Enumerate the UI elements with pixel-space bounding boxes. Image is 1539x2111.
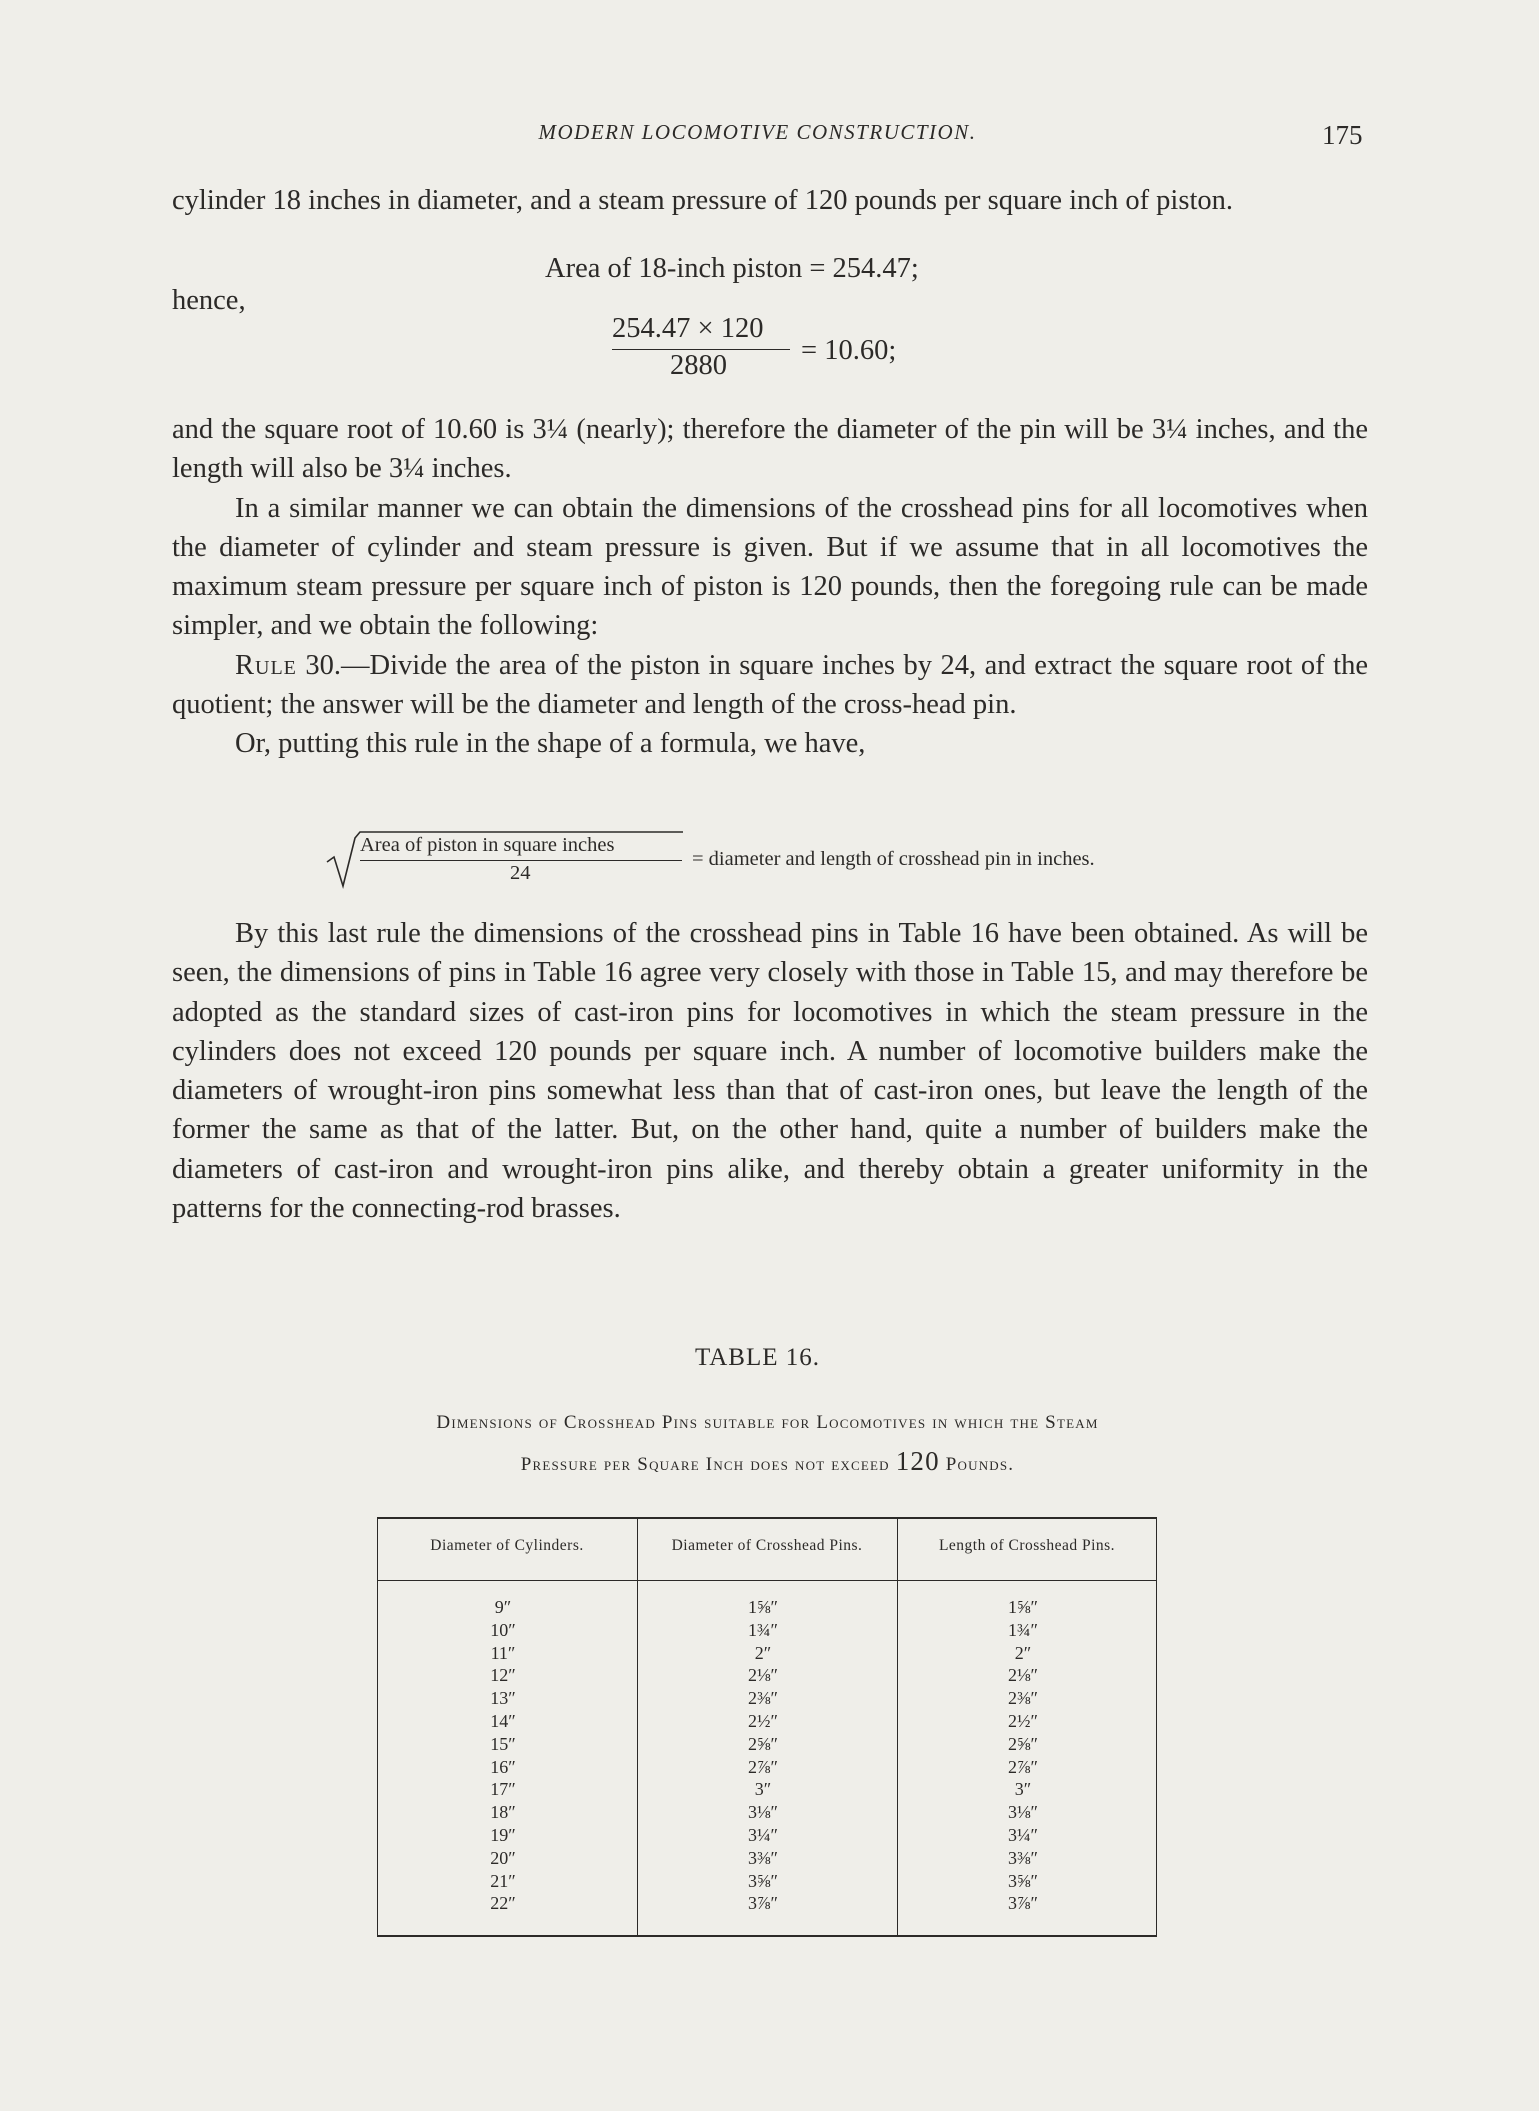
pin-length-cell: 3¼″ bbox=[1008, 1824, 1038, 1845]
cylinder-diameter-cell: 12″ bbox=[490, 1665, 516, 1686]
cylinder-diameter-cell: 16″ bbox=[490, 1756, 516, 1777]
table-caption-line-2: Pressure per Square Inch does not exceed 120 Pounds. bbox=[520, 1446, 1015, 1476]
cylinder-diameter-cell: 10″ bbox=[490, 1619, 516, 1640]
pin-diameter-cell: 3⅝″ bbox=[748, 1870, 778, 1891]
fraction-numerator: 254.47 × 120 bbox=[612, 313, 764, 344]
paragraph-similar: In a similar manner we can obtain the dimensions of the crosshead pins for all locomotives when the diameter of cylinder and steam pressure is given. But if we assume that in all locomotives the maximum steam pressure per square inch of piston is 120 pounds, then the foregoing rule can be made simpler, and we obtain the following: bbox=[172, 492, 1368, 642]
paragraph-square-root: and the square root of 10.60 is 3¼ (nearly); therefore the diameter of the pin will be 3¼ inches, and the length will also be 3¼ inches. bbox=[172, 414, 1368, 485]
cylinder-diameter-cell: 20″ bbox=[490, 1847, 516, 1868]
pin-diameter-cell: 3⅜″ bbox=[748, 1847, 778, 1868]
pin-diameter-cell: 2⅜″ bbox=[748, 1688, 778, 1709]
cylinder-diameter-cell: 17″ bbox=[490, 1779, 516, 1800]
cylinder-diameter-cell: 11″ bbox=[490, 1642, 516, 1663]
table-title: TABLE 16. bbox=[694, 1344, 821, 1371]
pin-diameter-cell: 1¾″ bbox=[748, 1619, 778, 1640]
pin-length-cell: 3⅜″ bbox=[1008, 1847, 1038, 1868]
pin-length-cell: 2″ bbox=[1014, 1642, 1032, 1663]
header-pin-length: Length of Crosshead Pins. bbox=[938, 1537, 1116, 1554]
pin-length-cell: 2½″ bbox=[1008, 1710, 1038, 1731]
pressure-number: 120 bbox=[895, 1446, 940, 1476]
cylinder-diameter-cell: 21″ bbox=[490, 1870, 516, 1891]
pin-diameter-cell: 3⅞″ bbox=[748, 1893, 778, 1914]
pin-length-cell: 3⅛″ bbox=[1008, 1802, 1038, 1823]
pin-length-cell: 2⅞″ bbox=[1008, 1756, 1038, 1777]
rule-label: Rule bbox=[235, 649, 297, 681]
fraction-result: = 10.60; bbox=[801, 335, 897, 366]
cylinder-diameter-cell: 22″ bbox=[490, 1893, 516, 1914]
pin-length-cell: 3⅝″ bbox=[1008, 1870, 1038, 1891]
running-title: MODERN LOCOMOTIVE CONSTRUCTION. bbox=[538, 120, 977, 144]
column-cylinder-diameters bbox=[377, 1596, 629, 1915]
pin-length-cell: 2⅜″ bbox=[1008, 1688, 1038, 1709]
pin-length-cell: 3″ bbox=[1014, 1779, 1032, 1800]
pin-diameter-cell: 2⅛″ bbox=[748, 1665, 778, 1686]
pin-length-cell: 1¾″ bbox=[1008, 1619, 1038, 1640]
cylinder-diameter-cell: 15″ bbox=[490, 1733, 516, 1754]
cylinder-diameter-cell: 13″ bbox=[490, 1688, 516, 1709]
pin-length-cell: 2⅛″ bbox=[1008, 1665, 1038, 1686]
cylinder-diameter-cell: 14″ bbox=[490, 1710, 516, 1731]
pin-length-cell: 3⅞″ bbox=[1008, 1893, 1038, 1914]
closing-paragraph: By this last rule the dimensions of the crosshead pins in Table 16 have been obtained. As will be seen, the dimensions of pins in Table 16 agree very closely with those in Table 15, and may therefore be adopted as the standard sizes of cast-iron pins for locomotives in which the steam pressure in the cylinders does not exceed 120 pounds per square inch. A number of locomotive builders make the diameters of wrought-iron pins somewhat less than that of cast-iron ones, but leave the length of the former the same as that of the latter. But, on the other hand, quite a number of builders make the diameters of cast-iron and wrought-iron pins alike, and thereby obtain a greater uniformity in the patterns for the connecting-rod brasses. bbox=[172, 918, 1368, 1225]
hence-label: hence, bbox=[172, 285, 246, 316]
header-pin-diameter: Diameter of Crosshead Pins. bbox=[671, 1537, 863, 1554]
pin-diameter-cell: 3″ bbox=[754, 1779, 772, 1800]
area-equation: Area of 18-inch piston = 254.47; bbox=[545, 253, 919, 284]
cylinder-diameter-cell: 9″ bbox=[494, 1597, 512, 1617]
crosshead-pin-table bbox=[377, 1517, 1157, 1937]
column-pin-lengths bbox=[897, 1596, 1149, 1915]
page-number: 175 bbox=[1322, 120, 1363, 150]
main-text bbox=[172, 410, 1368, 764]
cylinder-diameter-cell: 18″ bbox=[490, 1802, 516, 1823]
intro-paragraph: cylinder 18 inches in diameter, and a steam pressure of 120 pounds per square inch of piston. bbox=[172, 185, 1233, 216]
cylinder-diameter-cell: 19″ bbox=[490, 1824, 516, 1845]
header-cylinder-diameter: Diameter of Cylinders. bbox=[430, 1537, 584, 1554]
pin-diameter-cell: 2⅞″ bbox=[748, 1756, 778, 1777]
pin-length-cell: 1⅝″ bbox=[1008, 1597, 1038, 1617]
pin-diameter-cell: 3⅛″ bbox=[748, 1802, 778, 1823]
pin-diameter-cell: 1⅝″ bbox=[748, 1597, 778, 1617]
pin-diameter-cell: 3¼″ bbox=[748, 1824, 778, 1845]
rule-text: 30.—Divide the area of the piston in square inches by 24, and extract the square root of the quotient; the answer will be the diameter and length of the cross-head pin. bbox=[172, 649, 1368, 721]
pin-diameter-cell: 2″ bbox=[754, 1642, 772, 1663]
pin-length-cell: 2⅝″ bbox=[1008, 1733, 1038, 1754]
formula-result: = diameter and length of crosshead pin in inches. bbox=[692, 848, 1095, 870]
table-right-rule bbox=[1156, 1519, 1157, 1935]
paragraph-rule bbox=[172, 646, 1368, 725]
table-caption-line-1: Dimensions of Crosshead Pins suitable for Locomotives in which the Steam bbox=[436, 1412, 1099, 1433]
fraction-denominator: 2880 bbox=[670, 350, 727, 381]
formula-denominator: 24 bbox=[510, 862, 531, 884]
formula-numerator: Area of piston in square inches bbox=[360, 834, 615, 856]
paragraph-formula-intro: Or, putting this rule in the shape of a formula, we have, bbox=[235, 728, 866, 760]
pin-diameter-cell: 2⅝″ bbox=[748, 1733, 778, 1754]
table-caption bbox=[210, 1403, 1325, 1484]
formula-fraction-bar bbox=[360, 860, 682, 861]
table-header-rule bbox=[377, 1580, 1157, 1581]
pin-diameter-cell: 2½″ bbox=[748, 1710, 778, 1731]
column-pin-diameters bbox=[637, 1596, 889, 1915]
